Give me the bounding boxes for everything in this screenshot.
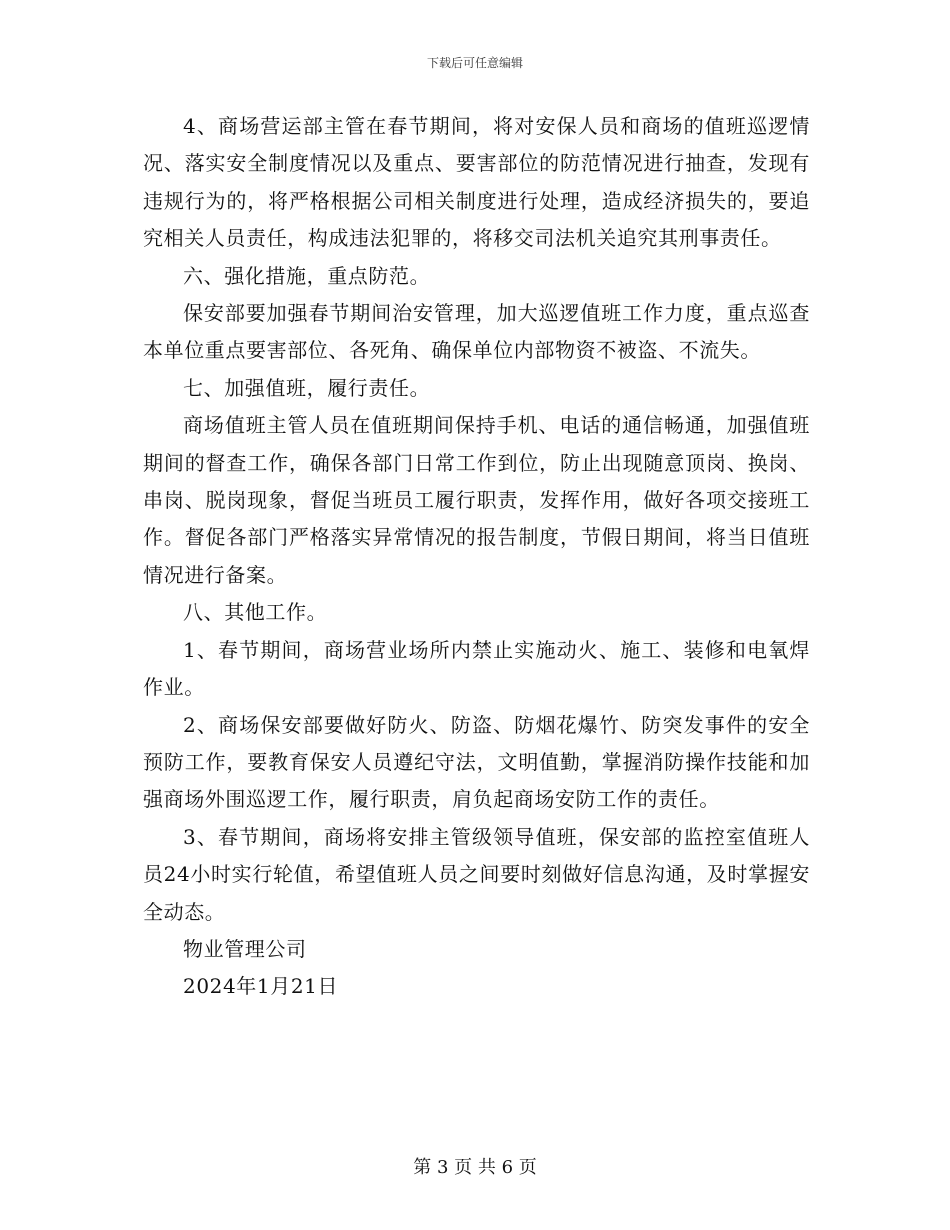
page-header: 下载后可任意编辑: [426, 56, 523, 70]
signature-company: 物业管理公司: [183, 936, 307, 961]
page-number-footer: 第 3 页 共 6 页: [413, 1157, 537, 1178]
paragraph-other-1: 1、春节期间，商场营业场所内禁止实施动火、施工、装修和电氧焊作业。: [143, 637, 810, 700]
paragraph-duty-supervision: 商场值班主管人员在值班期间保持手机、电话的通信畅通，加强值班期间的督查工作，确保各部门日常工作到位，防止出现随意顶岗、换岗、串岗、脱岗现象，督促当班员工履行职责，发挥作用，做好各项交接班工作。督促各部门严格落实异常情况的报告制度，节假日期间，将当日值班情况进行备案。: [143, 413, 810, 587]
paragraph-item-4: 4、商场营运部主管在春节期间，将对安保人员和商场的值班巡逻情况、落实安全制度情况以及重点、要害部位的防范情况进行抽查，发现有违规行为的，将严格根据公司相关制度进行处理，造成经济损失的，要追究相关人员责任，构成违法犯罪的，将移交司法机关追究其刑事责任。: [143, 114, 810, 251]
signature-date: 2024年1月21日: [183, 974, 339, 999]
section-heading-8: 八、其他工作。: [183, 600, 328, 625]
paragraph-other-2: 2、商场保安部要做好防火、防盗、防烟花爆竹、防突发事件的安全预防工作，要教育保安人员遵纪守法，文明值勤，掌握消防操作技能和加强商场外围巡逻工作，履行职责，肩负起商场安防工作的责任。: [143, 712, 810, 812]
document-body: [143, 108, 810, 1006]
section-heading-7: 七、加强值班，履行责任。: [183, 375, 431, 400]
section-heading-6: 六、强化措施，重点防范。: [183, 263, 431, 288]
paragraph-other-3: 3、春节期间，商场将安排主管级领导值班，保安部的监控室值班人员24小时实行轮值，希望值班人员之间要时刻做好信息沟通，及时掌握安全动态。: [143, 824, 810, 924]
paragraph-security-patrol: 保安部要加强春节期间治安管理，加大巡逻值班工作力度，重点巡查本单位重点要害部位、各死角、确保单位内部物资不被盗、不流失。: [143, 301, 810, 363]
